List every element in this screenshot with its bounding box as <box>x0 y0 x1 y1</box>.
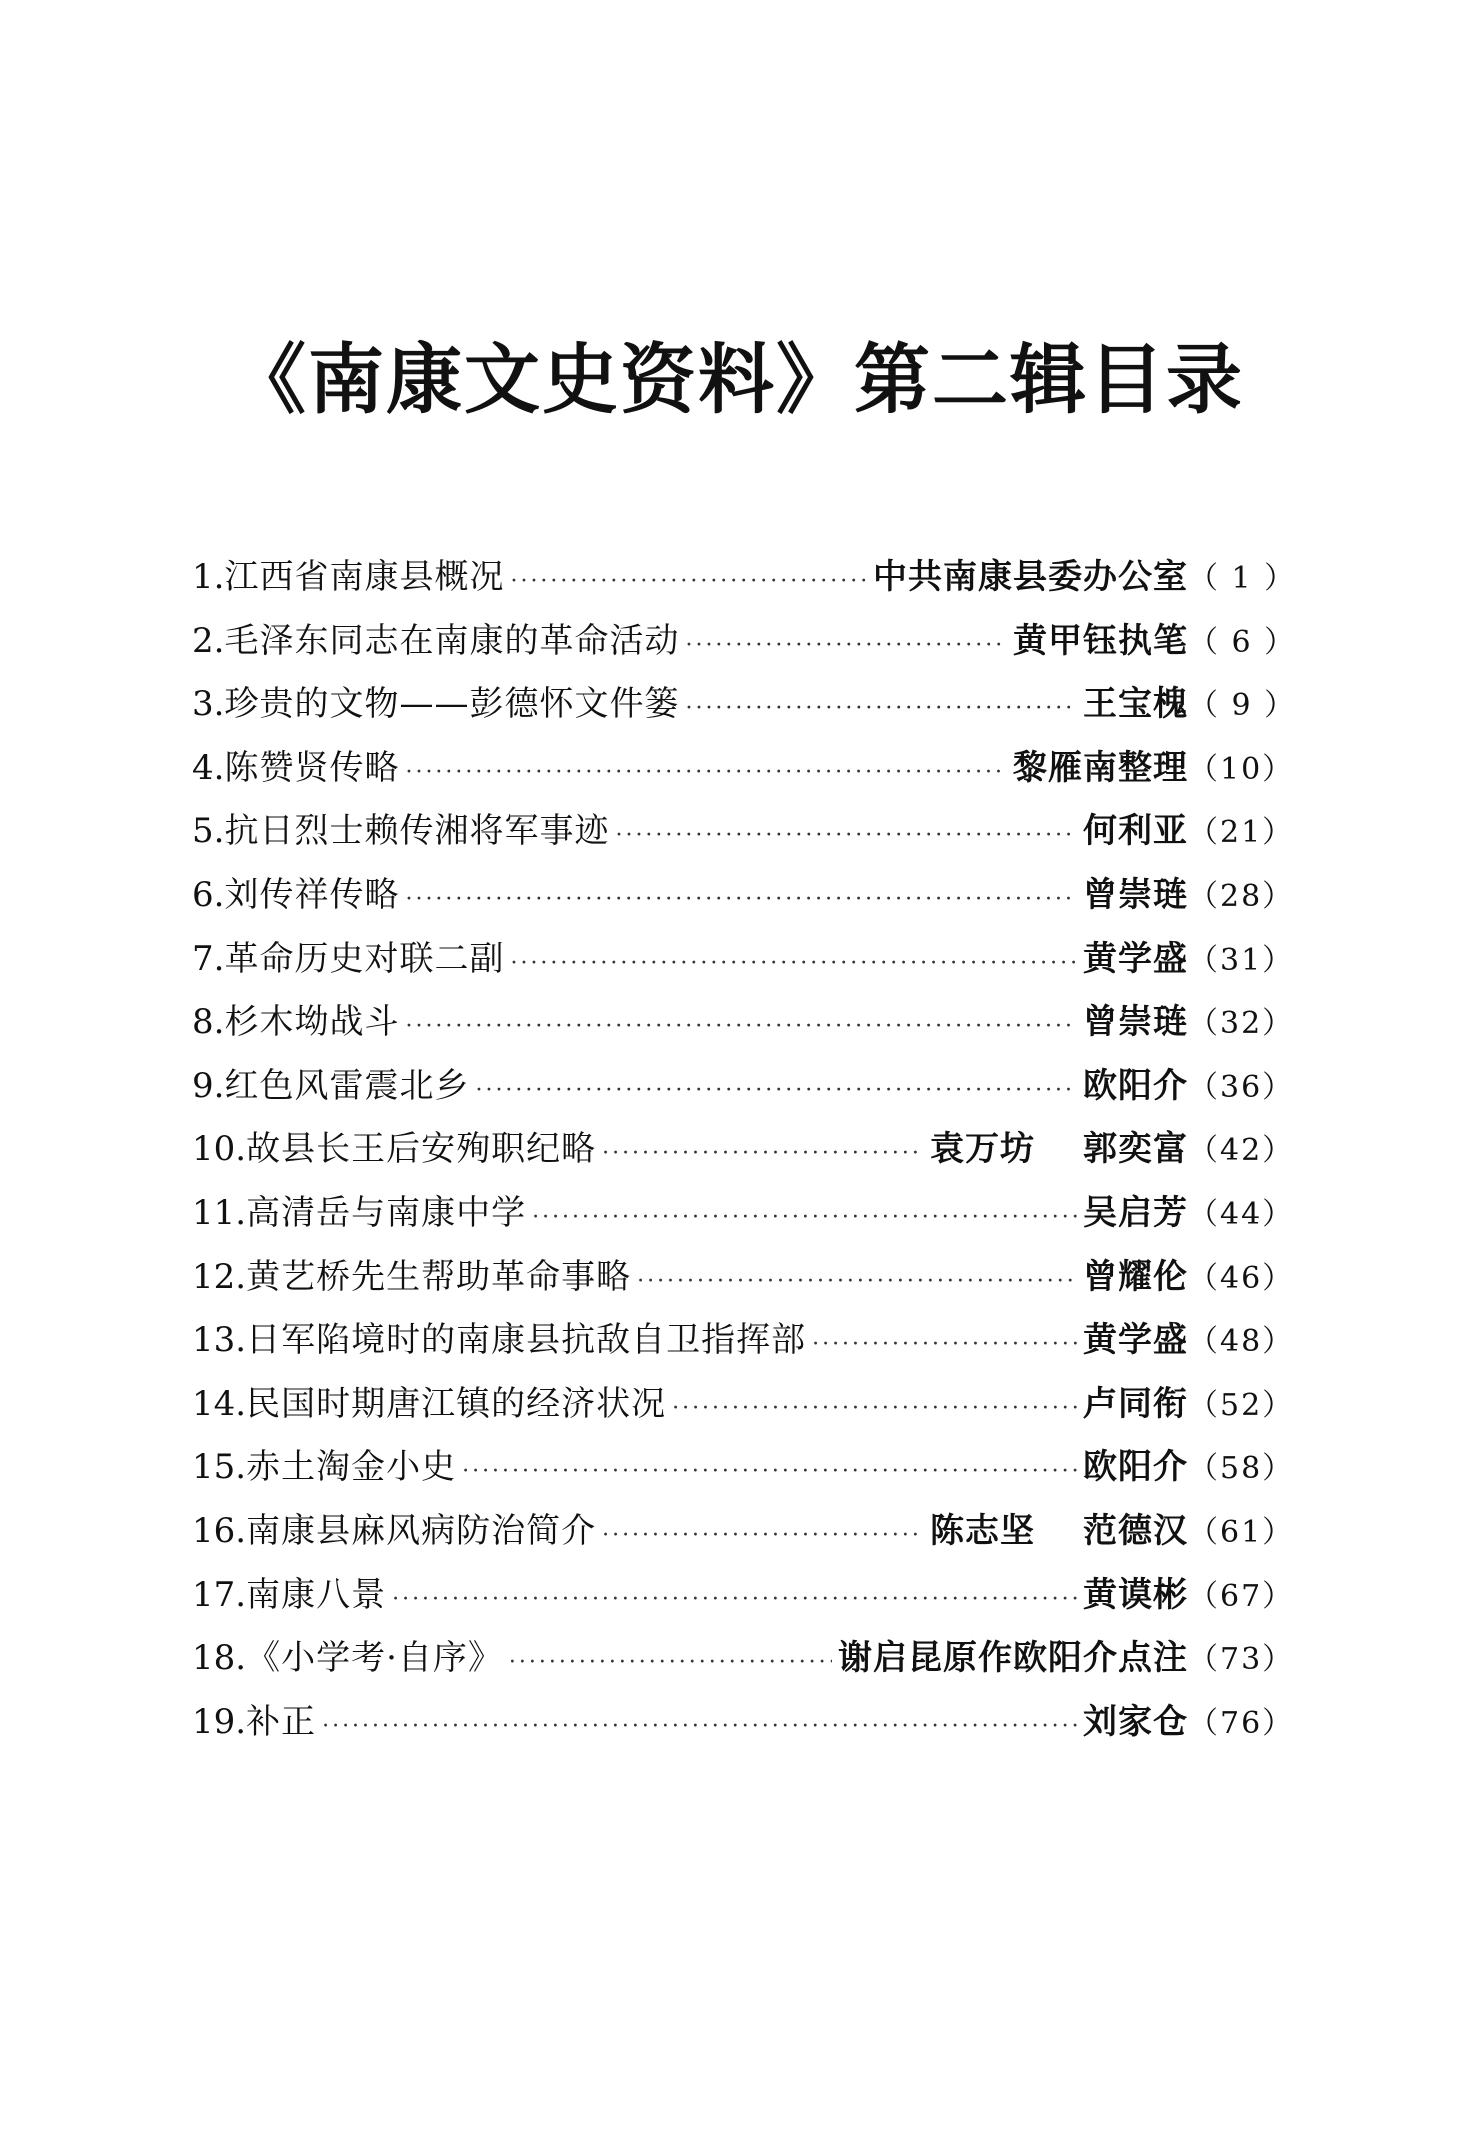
dot-leader <box>405 995 1077 1059</box>
entry-number: 16. <box>192 1510 247 1551</box>
entry-author: 曾耀伦 <box>1083 1256 1188 1297</box>
entry-title: 珍贵的文物——彭德怀文件篓 <box>224 684 680 725</box>
dot-leader <box>405 868 1077 932</box>
toc-entry <box>192 1436 1295 1500</box>
entry-title: 故县长王后安殉职纪略 <box>246 1129 597 1170</box>
entry-page-number: （32） <box>1188 1006 1295 1042</box>
toc-entry <box>192 1309 1295 1373</box>
entry-page-number: （42） <box>1188 1133 1295 1169</box>
entry-title: 补正 <box>246 1701 317 1742</box>
entry-author: 中共南康县委办公室 <box>873 557 1188 597</box>
entry-page-number: （31） <box>1188 942 1295 978</box>
entry-author: 曾崇琏 <box>1083 1002 1188 1043</box>
dot-leader <box>405 741 1007 805</box>
entry-title: 民国时期唐江镇的经济状况 <box>246 1383 667 1424</box>
entry-title: 南康八景 <box>246 1574 387 1615</box>
entry-author: 黄甲钰执笔 <box>1013 620 1188 661</box>
entry-author: 吴启芳 <box>1083 1192 1188 1233</box>
entry-author: 黄学盛 <box>1083 938 1188 979</box>
dot-leader <box>685 614 1007 678</box>
dot-leader <box>510 550 867 614</box>
entry-page-number: （ 6 ） <box>1188 624 1297 660</box>
entry-title: 江西省南康县概况 <box>224 557 505 597</box>
dot-leader <box>322 1695 1077 1759</box>
entry-author: 谢启昆原作欧阳介点注 <box>838 1638 1188 1679</box>
toc-entry <box>192 1182 1295 1246</box>
toc-entry <box>192 864 1295 928</box>
entry-page-number: （58） <box>1188 1451 1295 1487</box>
entry-title: 刘传祥传略 <box>224 874 400 915</box>
entry-number: 8. <box>192 1002 225 1043</box>
dot-leader <box>475 1059 1077 1123</box>
entry-author: 欧阳介 <box>1083 1447 1188 1488</box>
entry-author: 袁万坊 <box>930 1129 1035 1170</box>
dot-leader <box>509 1631 832 1695</box>
entry-number: 9. <box>192 1065 225 1106</box>
entry-author: 陈志坚 <box>930 1510 1035 1551</box>
page-title: 《南康文史资料》第二辑目录 <box>230 335 1244 424</box>
dot-leader <box>602 1504 924 1568</box>
entry-title: 革命历史对联二副 <box>224 938 505 979</box>
entry-title: 毛泽东同志在南康的革命活动 <box>224 620 680 661</box>
dot-leader <box>812 1313 1077 1377</box>
toc-entry <box>192 610 1297 674</box>
entry-author: 刘家仓 <box>1083 1701 1188 1742</box>
entry-number: 12. <box>192 1256 247 1297</box>
entry-author: 黄学盛 <box>1083 1320 1188 1361</box>
entry-page-number: （52） <box>1188 1387 1295 1423</box>
entry-number: 1. <box>192 557 225 597</box>
entry-title: 日军陷境时的南康县抗敌自卫指挥部 <box>246 1320 807 1361</box>
toc-entry <box>192 1564 1295 1628</box>
entry-number: 17. <box>192 1574 247 1615</box>
entry-page-number: （21） <box>1188 815 1295 851</box>
dot-leader <box>462 1440 1077 1504</box>
entry-page-number: （44） <box>1188 1196 1295 1232</box>
dot-leader <box>637 1250 1077 1314</box>
entry-page-number: （73） <box>1188 1642 1295 1678</box>
entry-title: 赤土淘金小史 <box>246 1447 457 1488</box>
dot-leader <box>532 1186 1077 1250</box>
entry-author: 卢同衔 <box>1083 1383 1188 1424</box>
toc-entry <box>192 546 1297 610</box>
entry-page-number: （46） <box>1188 1260 1295 1296</box>
entry-number: 10. <box>192 1129 247 1170</box>
entry-title: 南康县麻风病防治简介 <box>246 1510 597 1551</box>
toc-entry <box>192 1373 1295 1437</box>
entry-title: 黄艺桥先生帮助革命事略 <box>246 1256 632 1297</box>
entry-page-number: （67） <box>1188 1578 1295 1614</box>
dot-leader <box>510 932 1077 996</box>
dot-leader <box>615 804 1077 868</box>
entry-author: 黎雁南整理 <box>1013 747 1188 788</box>
entry-number: 18. <box>192 1638 247 1679</box>
entry-page-number: （ 9 ） <box>1188 688 1297 724</box>
entry-number: 19. <box>192 1701 247 1742</box>
entry-title: 陈赞贤传略 <box>224 747 400 788</box>
entry-number: 11. <box>192 1192 247 1233</box>
entry-author: 欧阳介 <box>1083 1065 1188 1106</box>
toc-entry <box>192 1055 1295 1119</box>
toc-entry <box>192 673 1297 737</box>
entry-author: 黄谟彬 <box>1083 1574 1188 1615</box>
entry-page-number: （48） <box>1188 1324 1295 1360</box>
entry-page-number: （ 1 ） <box>1188 561 1297 596</box>
entry-page-number: （36） <box>1188 1069 1295 1105</box>
dot-leader <box>392 1568 1077 1632</box>
entry-author: 范德汉 <box>1083 1510 1188 1551</box>
entry-title: 红色风雷震北乡 <box>224 1065 470 1106</box>
entry-number: 15. <box>192 1447 247 1488</box>
toc-entry <box>192 1118 1295 1182</box>
entry-number: 3. <box>192 684 225 725</box>
entry-number: 5. <box>192 811 225 852</box>
toc-entry <box>192 1691 1295 1755</box>
entry-page-number: （28） <box>1188 878 1295 914</box>
entry-title: 高清岳与南康中学 <box>246 1192 527 1233</box>
entry-number: 14. <box>192 1383 247 1424</box>
toc-entry <box>192 1246 1295 1310</box>
entry-title: 《小学考·自序》 <box>246 1638 503 1679</box>
entry-number: 7. <box>192 938 225 979</box>
toc-entry <box>192 1500 1295 1564</box>
entry-title: 杉木坳战斗 <box>224 1002 400 1043</box>
toc-entry <box>192 928 1295 992</box>
entry-number: 4. <box>192 747 225 788</box>
toc-entry <box>192 800 1295 864</box>
entry-author: 曾崇琏 <box>1083 874 1188 915</box>
table-of-contents <box>192 546 1297 1754</box>
entry-page-number: （76） <box>1188 1705 1295 1741</box>
entry-page-number: （61） <box>1188 1514 1295 1550</box>
dot-leader <box>685 677 1077 741</box>
entry-title: 抗日烈士赖传湘将军事迹 <box>224 811 610 852</box>
entry-author: 郭奕富 <box>1083 1129 1188 1170</box>
entry-author: 王宝槐 <box>1083 684 1188 725</box>
entry-number: 2. <box>192 620 225 661</box>
dot-leader <box>672 1377 1077 1441</box>
toc-entry <box>192 991 1295 1055</box>
entry-author: 何利亚 <box>1083 811 1188 852</box>
entry-number: 13. <box>192 1320 247 1361</box>
dot-leader <box>602 1122 924 1186</box>
toc-entry <box>192 1627 1295 1691</box>
toc-entry <box>192 737 1295 801</box>
entry-number: 6. <box>192 874 225 915</box>
entry-page-number: （10） <box>1188 751 1295 787</box>
